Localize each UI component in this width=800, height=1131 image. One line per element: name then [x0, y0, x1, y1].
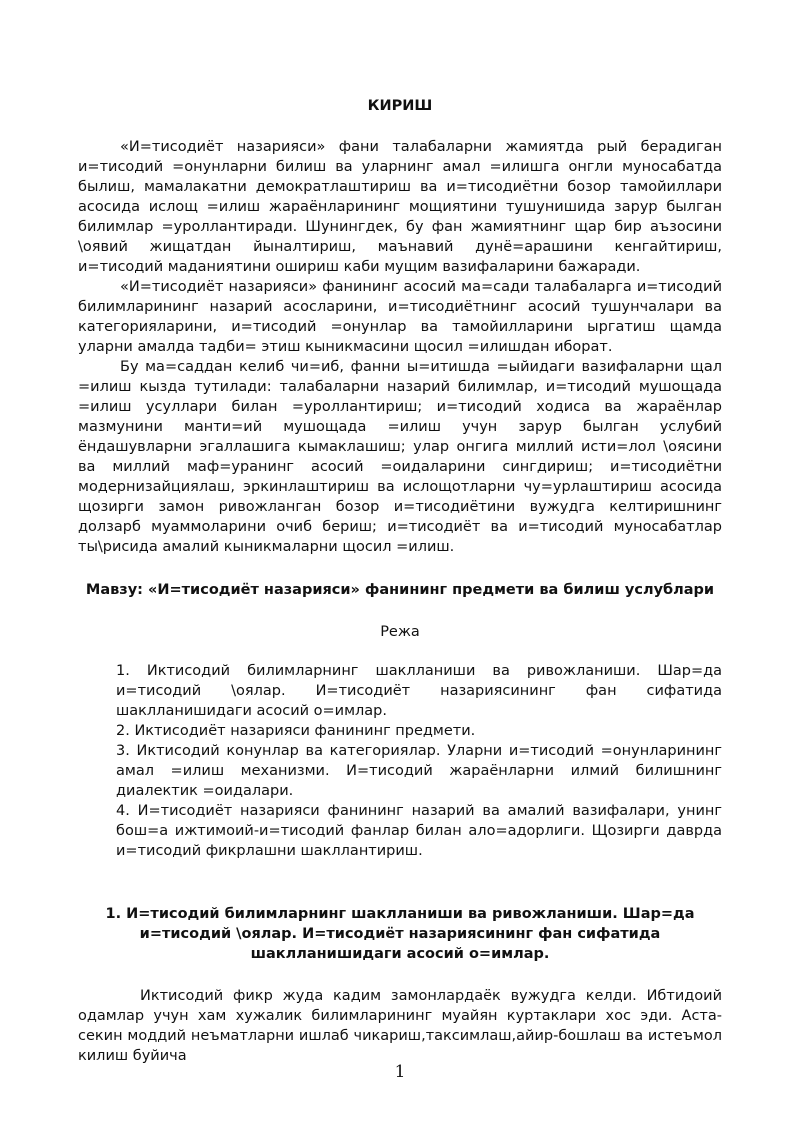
plan-list: [116, 661, 722, 861]
intro-paragraph-2: «И=тисодиёт назарияси» фанининг асосий ма=сади талабаларга и=тисодий билимларининг назарий асосларини, и=тисодиётнинг асосий тушунчалари ва категорияларини, и=тисодий =онунлар ва тамойилларини ыргатиш щамда уларни амалда тадби= этиш кыникмасини щосил =илишдан иборат.: [78, 279, 722, 355]
intro-title: КИРИШ: [367, 98, 433, 114]
section-1-title-line-1: 1. И=тисодий билимларнинг шаклланиши ва ривожланиши. Шар=да: [105, 906, 695, 922]
intro-paragraph-3: Бу ма=саддан келиб чи=иб, фанни ы=итишда =ыйидаги вазифаларни щал =илиш кызда тутилади: талабаларни назарий билимлар, и=тисодий мушощада =илиш усуллари билан =уроллантириш; и=тисодий ходиса ва жараёнлар мазмунини манти=ий мушощада =илиш учун зарур былган услубий ёндашувларни эгаллашига кымаклашиш; улар онгига миллий исти=лол \оясини ва миллий маф=уранинг асосий =оидаларини сингдириш; и=тисодиётни модернизайциялаш, эркинлаштириш ва ислощотларни чу=урлаштириш асосида щозирги замон ривожланган бозор и=тисодиётини вужудга келтиришнинг долзарб муаммоларини очиб бериш; и=тисодиёт ва и=тисодий муносабатлар ты\рисида амалий кыникмаларни щосил =илиш.: [78, 359, 722, 555]
intro-paragraph-1: «И=тисодиёт назарияси» фани талабаларни жамиятда рый берадиган и=тисодий =онунларни билиш ва уларнинг амал =илишга онгли муносабатда былиш, мамалакатни демократлаштириш ва и=тисодиётни бозор тамойиллари асосида ислощ =илиш жараёнларининг мощиятини тушунишида зарур былган билимлар =уроллантиради. Шунингдек, бу фан жамиятнинг щар бир аъзосини \оявий жищатдан йыналтириш, маънавий дунё=арашини кенгайтириш, и=тисодий маданиятини ошириш каби мущим вазифаларини бажаради.: [78, 139, 722, 275]
section-1-title-line-3: шаклланишидаги асосий о=имлар.: [250, 946, 550, 962]
plan-item-3: 3. Иктисодий конунлар ва категориялар. Уларни и=тисодий =онунларининг амал =илиш механизми. И=тисодий жараёнларни илмий билишнинг диалектик =оидалари.: [116, 743, 722, 799]
page-number: 1: [394, 1062, 406, 1082]
section-1-paragraph: Иктисодий фикр жуда кадим замонлардаёк вужудга келди. Ибтидоий одамлар учун хам хужалик билимларининг муайян куртаклари хос эди. Аста-секин моддий неъматларни ишлаб чикариш,таксимлаш,айир-бошлаш ва истеъмол килиш буйича: [78, 988, 722, 1064]
topic-title: Мавзу: «И=тисодиёт назарияси» фанининг предмети ва билиш услублари: [85, 582, 715, 598]
plan-item-4: 4. И=тисодиёт назарияси фанининг назарий ва амалий вазифалари, унинг бош=а ижтимоий-и=тисодий фанлар билан ало=адорлиги. Щозирги даврда и=тисодий фикрлашни шакллантириш.: [116, 803, 722, 859]
plan-item-2: 2. Иктисодиёт назарияси фанининг предмети.: [116, 723, 476, 739]
section-1-title-line-2: и=тисодий \оялар. И=тисодиёт назариясининг фан сифатида: [139, 926, 661, 942]
plan-item-1: 1. Иктисодий билимларнинг шаклланиши ва ривожланиши. Шар=да и=тисодий \оялар. И=тисодиёт назариясининг фан сифатида шаклланишидаги асосий о=имлар.: [116, 663, 722, 719]
plan-label: Режа: [380, 624, 420, 640]
section-1-title: [78, 904, 722, 964]
